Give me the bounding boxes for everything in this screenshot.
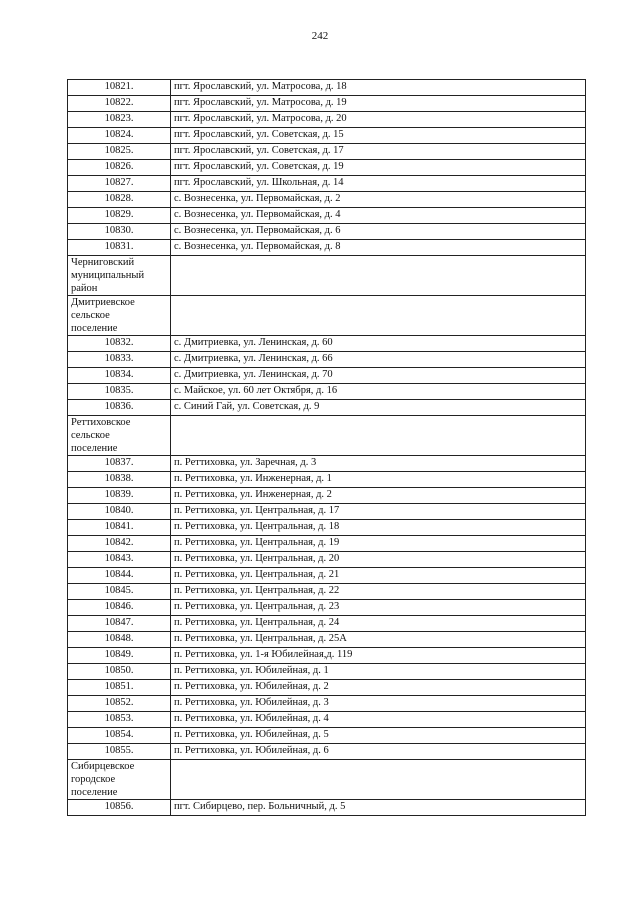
entry-number: 10846. (68, 600, 171, 616)
table-row (68, 472, 586, 488)
entry-address: пгт. Ярославский, ул. Советская, д. 15 (171, 128, 586, 144)
entry-address: с. Вознесенка, ул. Первомайская, д. 4 (171, 208, 586, 224)
entry-address: с. Синий Гай, ул. Советская, д. 9 (171, 400, 586, 416)
entry-address: пгт. Ярославский, ул. Школьная, д. 14 (171, 176, 586, 192)
entry-address: пгт. Ярославский, ул. Советская, д. 17 (171, 144, 586, 160)
entry-number: 10853. (68, 712, 171, 728)
entry-address: п. Реттиховка, ул. Юбилейная, д. 6 (171, 744, 586, 760)
entry-number: 10826. (68, 160, 171, 176)
section-row (68, 760, 586, 800)
table-row (68, 112, 586, 128)
table-row (68, 696, 586, 712)
entry-address: пгт. Ярославский, ул. Матросова, д. 20 (171, 112, 586, 128)
table-row (68, 584, 586, 600)
table-row (68, 664, 586, 680)
section-heading-line: сельское (71, 430, 110, 441)
entry-number: 10822. (68, 96, 171, 112)
entry-address: пгт. Сибирцево, пер. Больничный, д. 5 (171, 800, 586, 816)
entry-address: п. Реттиховка, ул. Центральная, д. 23 (171, 600, 586, 616)
table-row (68, 520, 586, 536)
entry-number: 10837. (68, 456, 171, 472)
section-heading (68, 296, 171, 336)
entry-number: 10849. (68, 648, 171, 664)
section-heading (68, 416, 171, 456)
entry-number: 10833. (68, 352, 171, 368)
section-heading-line: поселение (71, 443, 118, 454)
address-registry-table (67, 79, 586, 816)
entry-number: 10845. (68, 584, 171, 600)
entry-address: пгт. Ярославский, ул. Матросова, д. 18 (171, 80, 586, 96)
entry-number: 10838. (68, 472, 171, 488)
entry-number: 10856. (68, 800, 171, 816)
entry-number: 10848. (68, 632, 171, 648)
entry-address: п. Реттиховка, ул. Инженерная, д. 2 (171, 488, 586, 504)
table-row (68, 384, 586, 400)
empty-cell (171, 256, 586, 296)
section-heading-line: поселение (71, 787, 118, 798)
entry-address: п. Реттиховка, ул. Юбилейная, д. 2 (171, 680, 586, 696)
table-row (68, 176, 586, 192)
entry-address: п. Реттиховка, ул. Центральная, д. 17 (171, 504, 586, 520)
entry-address: п. Реттиховка, ул. Юбилейная, д. 1 (171, 664, 586, 680)
section-heading-line: городское (71, 774, 116, 785)
entry-address: с. Дмитриевка, ул. Ленинская, д. 60 (171, 336, 586, 352)
entry-number: 10842. (68, 536, 171, 552)
entry-address: п. Реттиховка, ул. Центральная, д. 24 (171, 616, 586, 632)
entry-number: 10847. (68, 616, 171, 632)
entry-address: п. Реттиховка, ул. Юбилейная, д. 5 (171, 728, 586, 744)
entry-address: п. Реттиховка, ул. Юбилейная, д. 4 (171, 712, 586, 728)
entry-number: 10835. (68, 384, 171, 400)
entry-number: 10836. (68, 400, 171, 416)
entry-number: 10828. (68, 192, 171, 208)
entry-address: п. Реттиховка, ул. Юбилейная, д. 3 (171, 696, 586, 712)
entry-number: 10832. (68, 336, 171, 352)
table-row (68, 800, 586, 816)
page-number: 242 (311, 30, 329, 42)
table-row (68, 744, 586, 760)
entry-number: 10823. (68, 112, 171, 128)
table-row (68, 536, 586, 552)
entry-address: пгт. Ярославский, ул. Советская, д. 19 (171, 160, 586, 176)
entry-number: 10825. (68, 144, 171, 160)
entry-address: п. Реттиховка, ул. Заречная, д. 3 (171, 456, 586, 472)
table-row (68, 616, 586, 632)
entry-number: 10827. (68, 176, 171, 192)
entry-number: 10824. (68, 128, 171, 144)
table-row (68, 80, 586, 96)
section-heading-line: муниципальный (71, 270, 145, 281)
section-heading-line: Сибирцевское (71, 761, 135, 772)
section-heading-line: Реттиховское (71, 417, 131, 428)
table-row (68, 240, 586, 256)
registry-table-body (68, 80, 586, 816)
entry-address: п. Реттиховка, ул. Центральная, д. 25А (171, 632, 586, 648)
entry-number: 10852. (68, 696, 171, 712)
entry-address: с. Дмитриевка, ул. Ленинская, д. 66 (171, 352, 586, 368)
entry-number: 10855. (68, 744, 171, 760)
table-row (68, 600, 586, 616)
table-row (68, 352, 586, 368)
entry-number: 10851. (68, 680, 171, 696)
section-heading-line: Черниговский (71, 257, 135, 268)
empty-cell (171, 416, 586, 456)
table-row (68, 144, 586, 160)
entry-number: 10831. (68, 240, 171, 256)
section-row (68, 256, 586, 296)
section-heading (68, 256, 171, 296)
table-row (68, 192, 586, 208)
section-row (68, 296, 586, 336)
table-row (68, 224, 586, 240)
entry-address: с. Вознесенка, ул. Первомайская, д. 8 (171, 240, 586, 256)
entry-address: п. Реттиховка, ул. Центральная, д. 18 (171, 520, 586, 536)
section-heading-line: сельское (71, 310, 110, 321)
entry-number: 10843. (68, 552, 171, 568)
table-row (68, 128, 586, 144)
table-row (68, 648, 586, 664)
table-row (68, 336, 586, 352)
table-row (68, 552, 586, 568)
table-row (68, 568, 586, 584)
entry-address: с. Майское, ул. 60 лет Октября, д. 16 (171, 384, 586, 400)
section-heading (68, 760, 171, 800)
table-row (68, 504, 586, 520)
table-row (68, 456, 586, 472)
entry-address: п. Реттиховка, ул. Центральная, д. 19 (171, 536, 586, 552)
table-row (68, 368, 586, 384)
entry-number: 10844. (68, 568, 171, 584)
entry-number: 10840. (68, 504, 171, 520)
entry-address: п. Реттиховка, ул. Инженерная, д. 1 (171, 472, 586, 488)
table-row (68, 728, 586, 744)
table-row (68, 96, 586, 112)
entry-address: п. Реттиховка, ул. Центральная, д. 21 (171, 568, 586, 584)
entry-number: 10854. (68, 728, 171, 744)
entry-number: 10841. (68, 520, 171, 536)
section-heading-line: поселение (71, 323, 118, 334)
entry-address: пгт. Ярославский, ул. Матросова, д. 19 (171, 96, 586, 112)
entry-number: 10839. (68, 488, 171, 504)
entry-address: п. Реттиховка, ул. Центральная, д. 22 (171, 584, 586, 600)
entry-number: 10829. (68, 208, 171, 224)
entry-number: 10821. (68, 80, 171, 96)
table-row (68, 208, 586, 224)
table-row (68, 488, 586, 504)
table-row (68, 632, 586, 648)
entry-number: 10830. (68, 224, 171, 240)
empty-cell (171, 296, 586, 336)
table-row (68, 400, 586, 416)
entry-address: с. Дмитриевка, ул. Ленинская, д. 70 (171, 368, 586, 384)
section-heading-line: район (71, 283, 98, 294)
entry-number: 10850. (68, 664, 171, 680)
entry-address: п. Реттиховка, ул. Центральная, д. 20 (171, 552, 586, 568)
section-row (68, 416, 586, 456)
entry-address: с. Вознесенка, ул. Первомайская, д. 6 (171, 224, 586, 240)
section-heading-line: Дмитриевское (71, 297, 135, 308)
entry-number: 10834. (68, 368, 171, 384)
table-row (68, 680, 586, 696)
entry-address: п. Реттиховка, ул. 1-я Юбилейная,д. 119 (171, 648, 586, 664)
empty-cell (171, 760, 586, 800)
table-row (68, 160, 586, 176)
table-row (68, 712, 586, 728)
entry-address: с. Вознесенка, ул. Первомайская, д. 2 (171, 192, 586, 208)
